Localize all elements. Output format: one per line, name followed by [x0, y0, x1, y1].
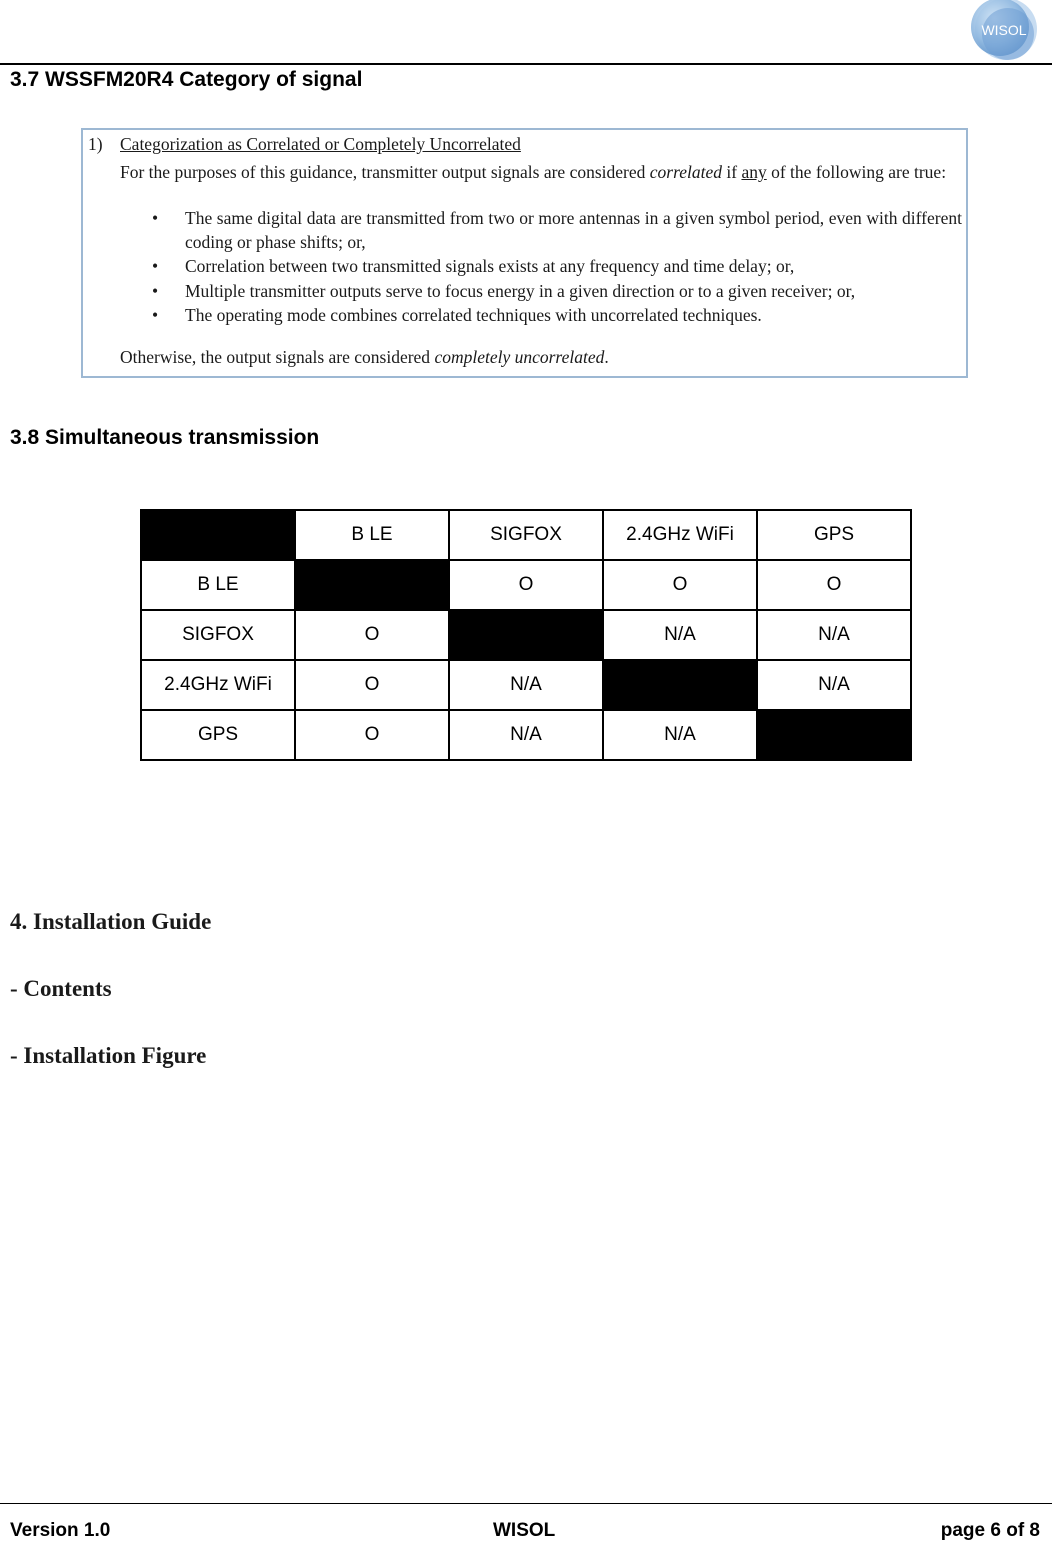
excerpt-intro: For the purposes of this guidance, transmitter output signals are considered correlated if any of the following are true: — [120, 162, 947, 182]
table-cell-blocked — [295, 560, 449, 610]
bullet-icon: • — [152, 256, 159, 276]
installation-figure-item: - Installation Figure — [10, 1043, 207, 1068]
wisol-logo — [966, 0, 1040, 62]
row-header: 2.4GHz WiFi — [141, 660, 295, 710]
column-header: GPS — [757, 510, 911, 560]
row-header: B LE — [141, 560, 295, 610]
table-cell: N/A — [449, 660, 603, 710]
table-cell: O — [603, 560, 757, 610]
excerpt-number: 1) — [88, 134, 103, 154]
excerpt-outro: Otherwise, the output signals are considered completely uncorrelated. — [120, 347, 609, 367]
footer-company: WISOL — [493, 1520, 556, 1541]
bullet-icon: • — [152, 208, 159, 228]
table-cell: O — [295, 610, 449, 660]
table-cell: O — [295, 710, 449, 760]
table-corner-cell — [141, 510, 295, 560]
contents-item: - Contents — [10, 976, 112, 1001]
table-cell-blocked — [449, 610, 603, 660]
simultaneous-transmission-table — [140, 509, 912, 761]
list-item: • The same digital data are transmitted from two or more antennas in a given symbol period, even with different coding or phase shifts; or, — [152, 208, 962, 252]
footer-rule — [0, 1503, 1052, 1504]
excerpt-title: Categorization as Correlated or Completely Uncorrelated — [120, 134, 521, 154]
table-cell: N/A — [603, 610, 757, 660]
table-cell: N/A — [757, 660, 911, 710]
table-cell: O — [449, 560, 603, 610]
table-row — [141, 560, 911, 610]
column-header: SIGFOX — [449, 510, 603, 560]
section-heading-3-7: 3.7 WSSFM20R4 Category of signal — [10, 68, 363, 91]
table-header-row — [141, 510, 911, 560]
table-cell: N/A — [449, 710, 603, 760]
excerpt-bullet-list — [120, 207, 962, 329]
logo-text: WISOL — [981, 22, 1027, 38]
list-item: • Multiple transmitter outputs serve to focus energy in a given direction or to a given receiver; or, — [120, 280, 962, 304]
row-header: SIGFOX — [141, 610, 295, 660]
installation-guide-heading: 4. Installation Guide — [10, 909, 212, 934]
table-cell: O — [295, 660, 449, 710]
table-row — [141, 710, 911, 760]
list-item: • Correlation between two transmitted signals exists at any frequency and time delay; or, — [120, 255, 962, 279]
table-cell: N/A — [603, 710, 757, 760]
table-row — [141, 610, 911, 660]
footer-version: Version 1.0 — [10, 1520, 111, 1541]
section-heading-3-8: 3.8 Simultaneous transmission — [10, 426, 320, 449]
header-rule — [0, 63, 1052, 65]
guidance-excerpt — [81, 128, 968, 378]
table-cell-blocked — [603, 660, 757, 710]
column-header: 2.4GHz WiFi — [603, 510, 757, 560]
table-row — [141, 660, 911, 710]
table-cell: O — [757, 560, 911, 610]
bullet-icon: • — [152, 280, 159, 301]
footer-page-number: page 6 of 8 — [940, 1520, 1040, 1541]
table-cell: N/A — [757, 610, 911, 660]
table-cell-blocked — [757, 710, 911, 760]
row-header: GPS — [141, 710, 295, 760]
bullet-icon: • — [152, 305, 159, 325]
column-header: B LE — [295, 510, 449, 560]
list-item: • The operating mode combines correlated techniques with uncorrelated techniques. — [120, 304, 962, 328]
